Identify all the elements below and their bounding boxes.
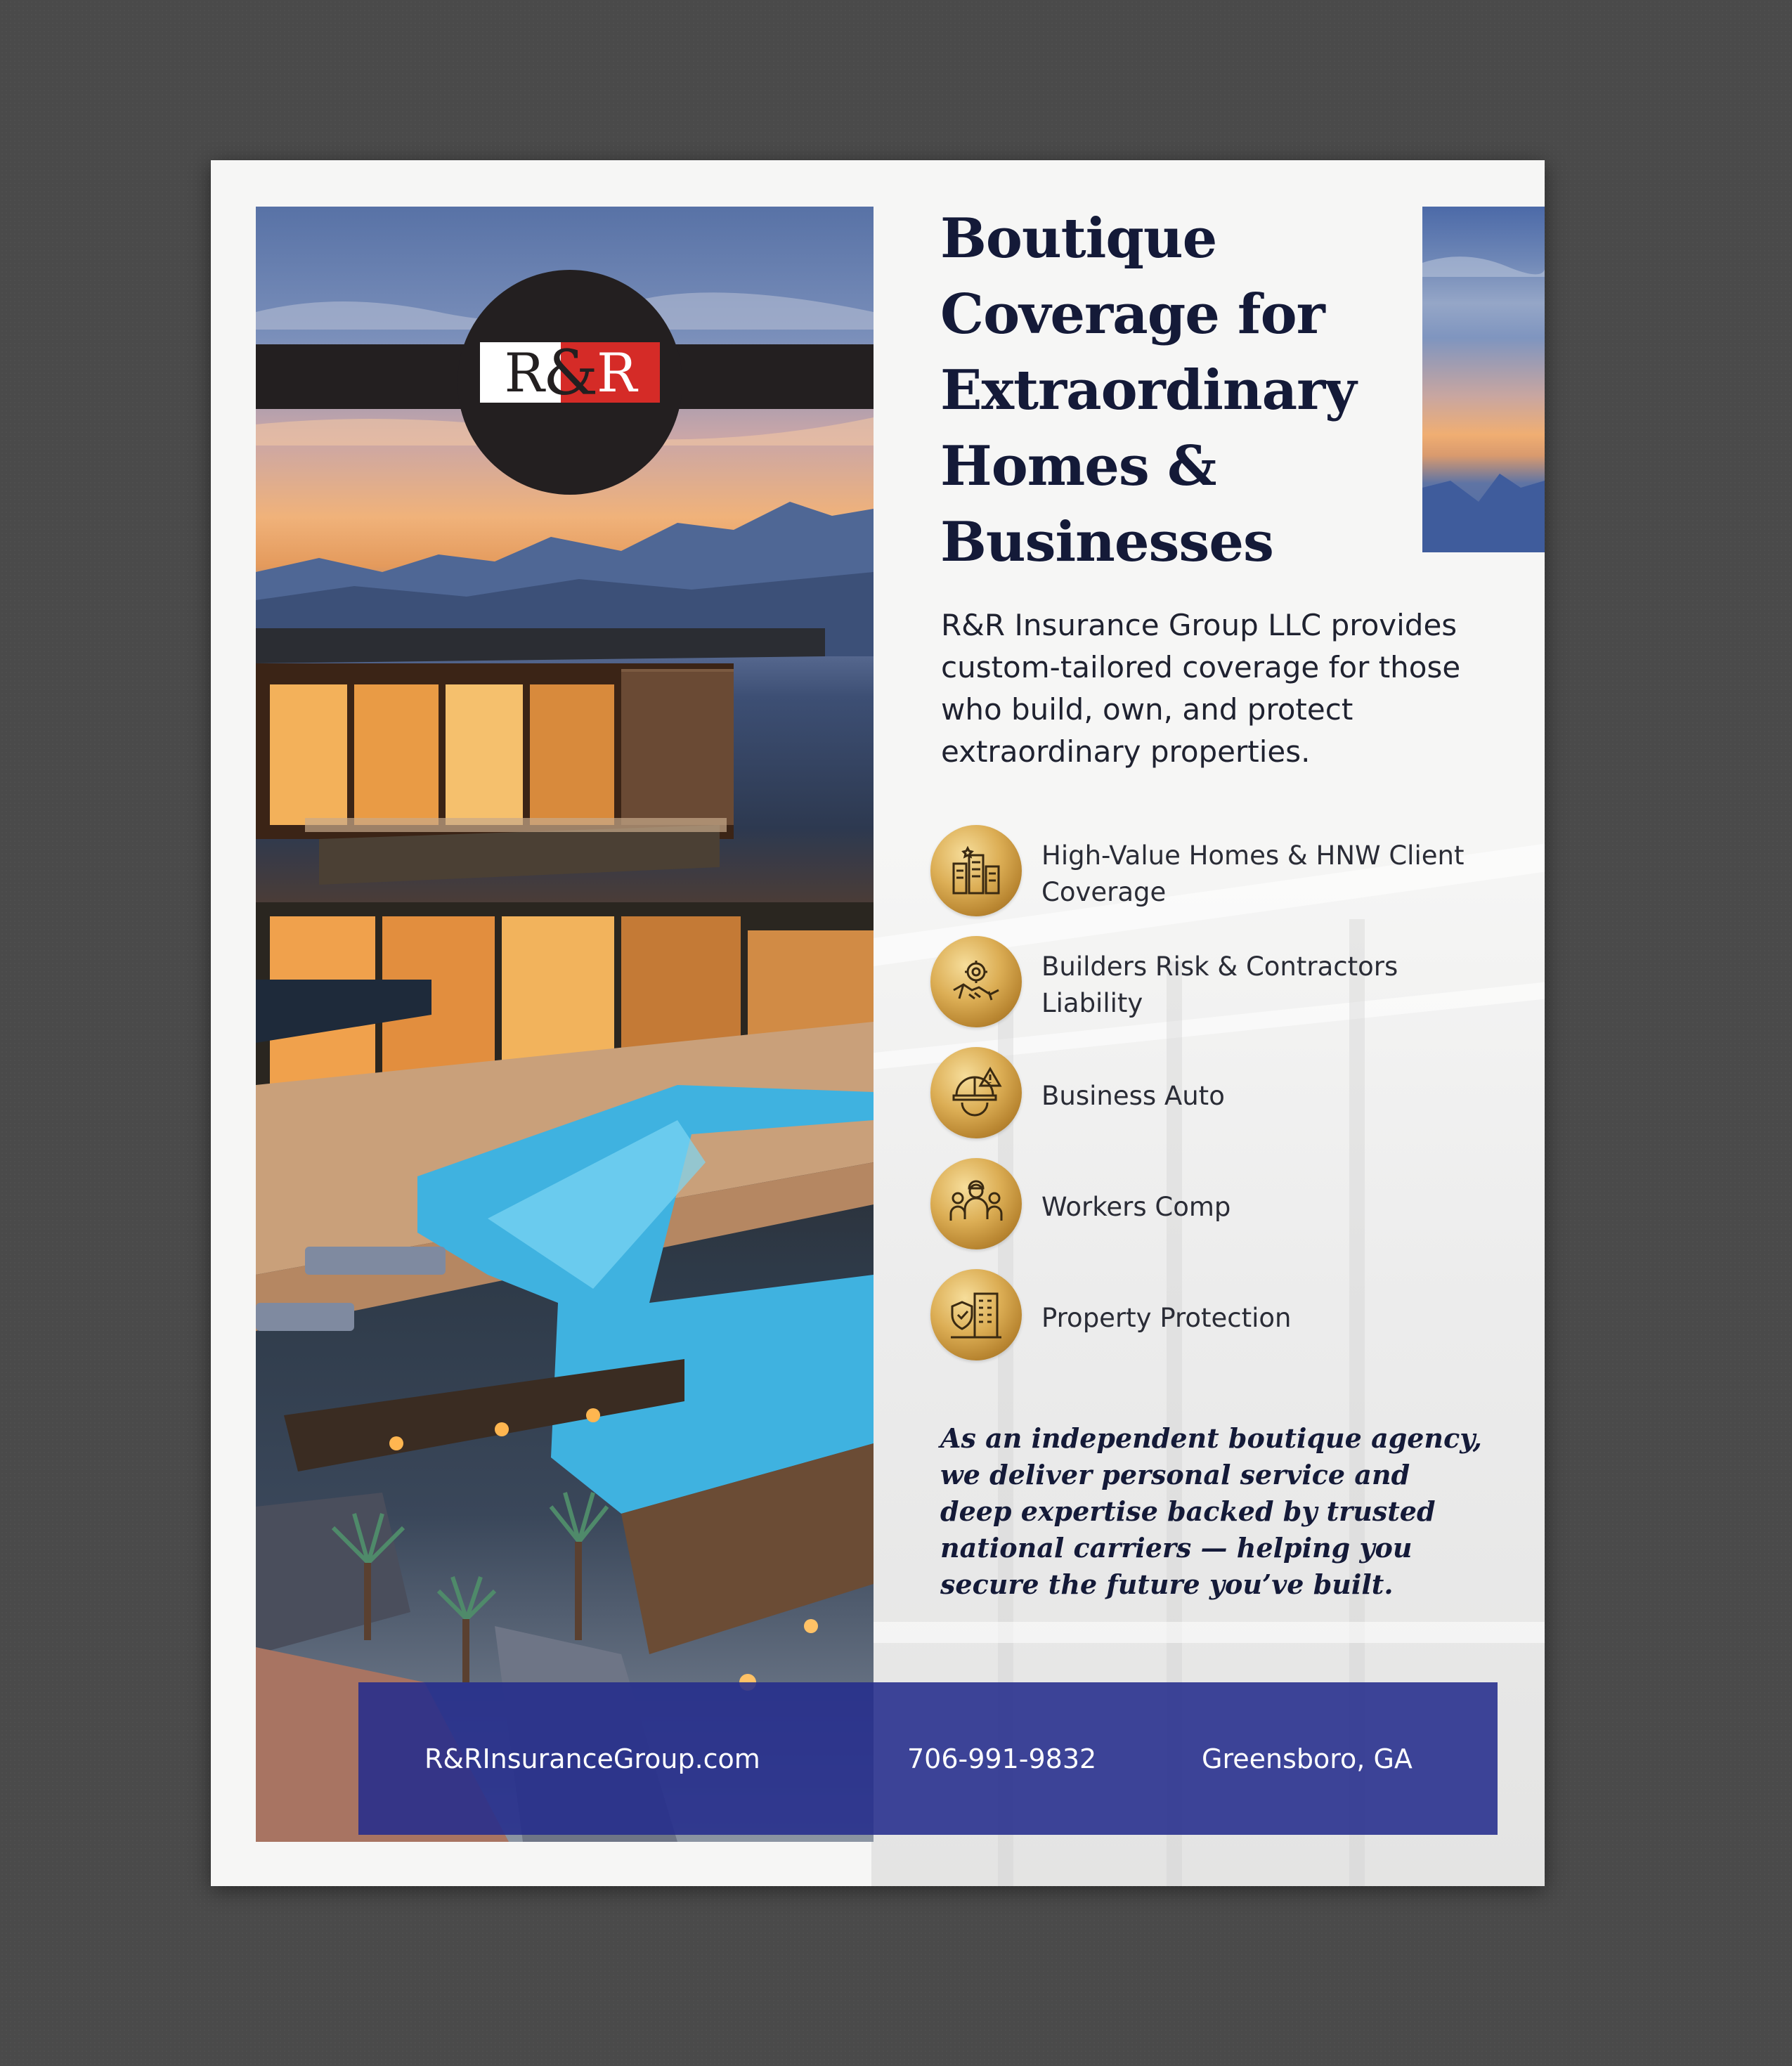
- contact-footer: [358, 1682, 1498, 1835]
- flyer-page: [211, 160, 1545, 1886]
- city-buildings-icon: [930, 825, 1022, 916]
- coverage-item-workers-comp: [930, 1158, 1535, 1256]
- agency-quote: As an independent boutique agency, we deliver personal service and deep expertise backed by trusted national carriers — helping you secure the future you’ve built.: [940, 1422, 1482, 1600]
- building-shield-icon: [930, 1269, 1022, 1360]
- phone-number[interactable]: 706-991-9832: [907, 1743, 1097, 1774]
- logo-mark: [480, 336, 660, 409]
- logo-text: R & R: [504, 336, 636, 409]
- headline: Boutique Coverage for Extraordinary Homes & Businesses: [940, 207, 1356, 574]
- coverage-item-high-value-homes: [930, 825, 1535, 923]
- coverage-label: High-Value Homes & HNW Client Coverage: [1041, 840, 1465, 907]
- coverage-label: Workers Comp: [1041, 1192, 1231, 1222]
- logo-badge: [457, 270, 682, 495]
- intro-text: R&R Insurance Group LLC provides custom-tailored coverage for those who build, own, and protect extraordinary properties.: [941, 608, 1461, 769]
- coverage-label: Property Protection: [1041, 1303, 1292, 1333]
- sky-swatch-image: [1422, 207, 1545, 552]
- coverage-item-builders-risk: [930, 936, 1535, 1034]
- workers-group-icon: [930, 1158, 1022, 1249]
- coverage-label: Builders Risk & Contractors Liability: [1041, 951, 1398, 1018]
- handshake-gear-icon: [930, 936, 1022, 1027]
- coverage-item-property-protection: [930, 1269, 1535, 1367]
- hero-photo-luxury-home: [256, 207, 874, 1842]
- coverage-label: Business Auto: [1041, 1081, 1225, 1111]
- location-text: Greensboro, GA: [1202, 1743, 1413, 1774]
- hardhat-warning-icon: [930, 1047, 1022, 1138]
- coverage-item-business-auto: [930, 1047, 1535, 1145]
- website-link[interactable]: R&RInsuranceGroup.com: [424, 1743, 760, 1774]
